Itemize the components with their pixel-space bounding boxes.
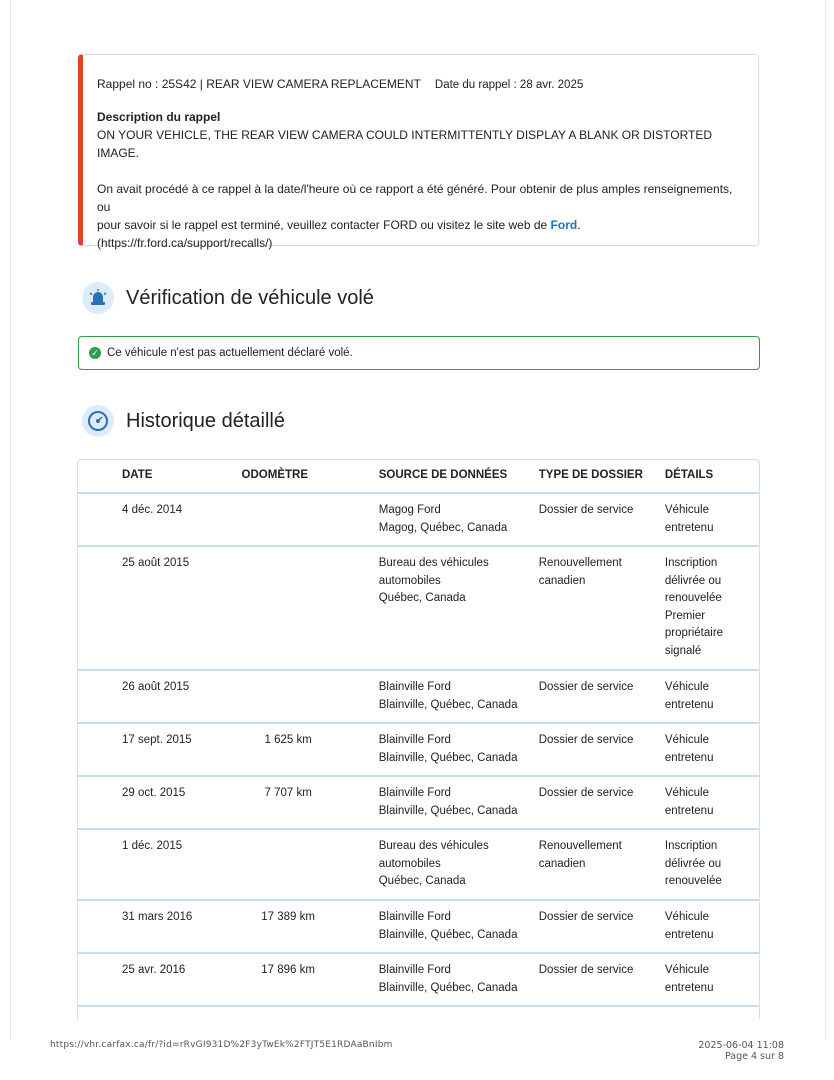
cell-details-line: entretenu: [664, 521, 714, 534]
cell-type-line: Dossier de service: [538, 787, 634, 799]
table-row: [78, 830, 759, 901]
siren-icon: [82, 282, 114, 314]
cell-odometer: [242, 785, 335, 828]
cell-details-line: renouvelée: [664, 875, 722, 887]
footer-timestamp: 2025-06-04 11:08: [698, 1040, 784, 1051]
cell-source-line: Blainville, Québec, Canada: [378, 981, 518, 994]
cell-source-line: Bureau des véhicules: [378, 840, 489, 852]
cell-type: [539, 785, 665, 828]
footer-url: https://vhr.carfax.ca/fr/?id=rRvGI931D%2F3yTwEk%2FTJT5E1RDAaBnIbm: [50, 1040, 393, 1050]
cell-date-text: 26 août 2015: [122, 681, 190, 693]
table-row: [78, 777, 759, 830]
cell-source-line: Blainville Ford: [378, 681, 451, 693]
cell-source: [335, 838, 539, 899]
cell-source-line: Bureau des véhicules: [378, 557, 489, 569]
cell-details-line: entretenu: [664, 804, 714, 817]
cell-type: [539, 679, 665, 722]
cell-details-line: délivrée ou: [664, 857, 722, 870]
table-row: [78, 724, 759, 777]
cell-details-line: entretenu: [664, 981, 714, 994]
cell-odometer: [242, 555, 335, 669]
cell-type: [539, 838, 665, 899]
cell-source-line: Magog, Québec, Canada: [378, 521, 508, 534]
cell-type-line: Dossier de service: [538, 964, 634, 976]
table-body: [78, 494, 759, 1007]
stolen-check-title: Vérification de véhicule volé: [126, 286, 374, 309]
cell-details-line: entretenu: [664, 698, 714, 711]
recall-header: [97, 75, 744, 94]
cell-source: [335, 785, 539, 828]
page-edge-left: [10, 0, 11, 1040]
cell-source: [335, 962, 539, 1005]
recall-number: Rappel no : 25S42 | REAR VIEW CAMERA REPLACEMENT: [97, 77, 421, 91]
cell-details-line: renouvelée: [664, 592, 722, 604]
table-header: [78, 460, 759, 494]
cell-odometer: [242, 732, 335, 775]
cell-source-line: Blainville, Québec, Canada: [378, 804, 518, 817]
cell-date-text: 17 sept. 2015: [122, 734, 192, 746]
history-heading: [82, 405, 285, 437]
cell-type-line: Dossier de service: [538, 681, 634, 693]
cell-details: [665, 679, 759, 722]
cell-odometer-text: 7 707 km: [264, 787, 312, 799]
table-row: [78, 954, 759, 1007]
cell-source-line: Blainville, Québec, Canada: [378, 751, 518, 764]
cell-details: [665, 732, 759, 775]
cell-details: [665, 785, 759, 828]
cell-date-text: 31 mars 2016: [122, 911, 193, 923]
cell-date-text: 25 août 2015: [122, 557, 190, 569]
cell-odometer-text: 1 625 km: [264, 734, 312, 746]
check-circle-icon: ✓: [89, 347, 101, 359]
cell-date-text: 25 avr. 2016: [122, 964, 186, 976]
recall-note-url: . (https://fr.ford.ca/support/recalls/): [97, 218, 581, 250]
table-row: [78, 547, 759, 671]
cell-details-line: Inscription: [664, 840, 718, 852]
cell-date: [78, 909, 242, 952]
table-row: [78, 494, 759, 547]
cell-source-line: Magog Ford: [378, 504, 441, 516]
cell-date: [78, 555, 242, 669]
cell-source: [335, 679, 539, 722]
cell-odometer: [242, 838, 335, 899]
cell-details-line: Véhicule: [664, 734, 709, 746]
cell-source-line: Québec, Canada: [378, 592, 466, 604]
stolen-status-box: [78, 336, 760, 370]
cell-details: [665, 962, 759, 1005]
cell-type-line: Renouvellement: [538, 840, 622, 852]
cell-odometer-text: 17 896 km: [261, 964, 315, 976]
cell-odometer: [242, 679, 335, 722]
cell-details: [665, 909, 759, 952]
recall-note-line1: On avait procédé à ce rappel à la date/l'heure où ce rapport a été généré. Pour obtenir de plus amples renseignements, ou: [97, 182, 733, 214]
cell-source-line: Blainville Ford: [378, 964, 451, 976]
cell-type-line: Dossier de service: [538, 504, 634, 516]
header-odometer: ODOMÈTRE: [241, 469, 308, 482]
cell-details-line: signalé: [664, 644, 702, 657]
odometer-icon: [82, 405, 114, 437]
cell-source-line: Blainville Ford: [378, 787, 451, 799]
header-date: DATE: [122, 469, 153, 482]
cell-date-text: 1 déc. 2015: [122, 840, 183, 852]
cell-type-line: Dossier de service: [538, 734, 634, 746]
cell-date: [78, 962, 242, 1005]
footer-page: Page 4 sur 8: [724, 1051, 784, 1062]
cell-source: [335, 555, 539, 669]
cell-details-line: propriétaire: [664, 627, 724, 639]
cell-odometer: [242, 909, 335, 952]
cell-details: [665, 838, 759, 899]
cell-type-line: Renouvellement: [538, 557, 622, 569]
cell-source-line: Blainville Ford: [378, 734, 451, 746]
cell-date: [78, 502, 242, 545]
cell-date-text: 4 déc. 2014: [122, 504, 183, 516]
cell-details-line: Véhicule: [664, 911, 709, 923]
recall-description-text: ON YOUR VEHICLE, THE REAR VIEW CAMERA COULD INTERMITTENTLY DISPLAY A BLANK OR DISTORTED IMAGE.: [97, 128, 713, 160]
cell-source-line: automobiles: [378, 574, 441, 587]
cell-type-line: Dossier de service: [538, 911, 634, 923]
cell-type: [539, 909, 665, 952]
cell-source: [335, 909, 539, 952]
cell-type: [539, 502, 665, 545]
cell-date-text: 29 oct. 2015: [122, 787, 186, 799]
cell-date: [78, 785, 242, 828]
cell-details-line: entretenu: [664, 751, 714, 764]
recall-card: [78, 54, 759, 250]
cell-details: [665, 555, 759, 669]
table-row: [78, 901, 759, 954]
cell-details-line: entretenu: [664, 928, 714, 941]
cell-type: [539, 962, 665, 1005]
cell-source: [335, 732, 539, 775]
cell-type-line: canadien: [538, 857, 586, 870]
cell-type: [539, 555, 665, 669]
cell-details-line: délivrée ou: [664, 574, 722, 587]
cell-details-line: Véhicule: [664, 787, 709, 799]
cell-date: [78, 732, 242, 775]
header-type: TYPE DE DOSSIER: [538, 469, 643, 482]
table-row: [78, 671, 759, 724]
stolen-status-text: Ce véhicule n'est pas actuellement déclaré volé.: [107, 347, 353, 359]
cell-details: [665, 502, 759, 545]
page-edge-right: [825, 0, 826, 1040]
cell-source-line: Blainville Ford: [378, 911, 451, 923]
cell-odometer-text: 17 389 km: [261, 911, 315, 923]
cell-odometer: [242, 502, 335, 545]
cell-details-line: Premier: [664, 609, 706, 622]
cell-source-line: Blainville, Québec, Canada: [378, 928, 518, 941]
cell-details-line: Véhicule: [664, 964, 709, 976]
history-title: Historique détaillé: [126, 409, 285, 432]
cell-source-line: Blainville, Québec, Canada: [378, 698, 518, 711]
cell-source-line: automobiles: [378, 857, 441, 870]
recall-description-title: Description du rappel: [97, 110, 221, 124]
cell-source: [335, 502, 539, 545]
cell-date: [78, 838, 242, 899]
cell-odometer: [242, 962, 335, 1005]
cell-details-line: Véhicule: [664, 504, 709, 516]
cell-date: [78, 679, 242, 722]
footer-meta: [698, 1040, 784, 1062]
ford-link[interactable]: Ford: [550, 218, 578, 232]
stolen-check-heading: [82, 282, 374, 314]
recall-date: Date du rappel : 28 avr. 2025: [434, 79, 584, 91]
cell-source-line: Québec, Canada: [378, 875, 466, 887]
header-details: DÉTAILS: [664, 469, 714, 482]
cell-details-line: Véhicule: [664, 681, 709, 693]
cell-type-line: canadien: [538, 574, 586, 587]
cell-type: [539, 732, 665, 775]
history-table: [77, 459, 760, 1019]
cell-details-line: Inscription: [664, 557, 718, 569]
recall-note-line2: pour savoir si le rappel est terminé, veuillez contacter FORD ou visitez le site web de: [97, 218, 548, 232]
header-source: SOURCE DE DONNÉES: [378, 469, 508, 482]
recall-note: [97, 180, 744, 252]
